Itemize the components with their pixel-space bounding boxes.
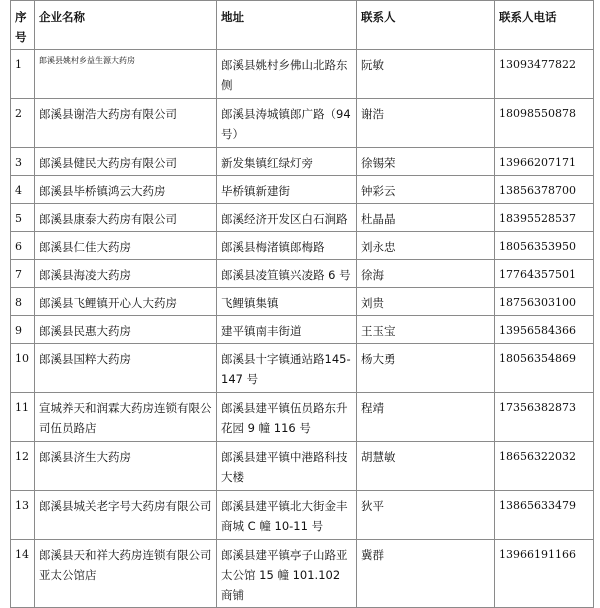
cell-seq: 4 [11,176,35,204]
header-contact: 联系人 [357,1,495,50]
table-row [11,232,594,260]
table-row [11,148,594,176]
cell-address: 郎溪县涛城镇郎广路（94号） [217,99,357,148]
cell-contact: 徐海 [357,260,495,288]
cell-address: 郎溪县姚村乡佛山北路东侧 [217,50,357,99]
cell-contact: 刘贵 [357,288,495,316]
cell-contact: 谢浩 [357,99,495,148]
cell-company: 郎溪县天和祥大药房连锁有限公司亚太公馆店 [35,540,217,608]
header-seq: 序号 [11,1,35,50]
cell-contact: 冀群 [357,540,495,608]
cell-phone: 13093477822 [495,50,594,99]
header-address: 地址 [217,1,357,50]
table-row [11,491,594,540]
cell-address: 建平镇南丰街道 [217,316,357,344]
cell-contact: 杜晶晶 [357,204,495,232]
cell-seq: 9 [11,316,35,344]
table-row [11,316,594,344]
cell-seq: 3 [11,148,35,176]
table-row [11,288,594,316]
table-row [11,393,594,442]
cell-phone: 13966207171 [495,148,594,176]
table-row [11,176,594,204]
cell-contact: 王玉宝 [357,316,495,344]
cell-address: 郎溪县十字镇通站路145-147 号 [217,344,357,393]
table-row [11,442,594,491]
pharmacy-table [10,0,594,608]
cell-address: 郎溪县建平镇北大街金丰商城 C 幢 10-11 号 [217,491,357,540]
cell-seq: 7 [11,260,35,288]
cell-seq: 14 [11,540,35,608]
cell-phone: 13956584366 [495,316,594,344]
cell-contact: 狄平 [357,491,495,540]
cell-phone: 18098550878 [495,99,594,148]
cell-contact: 徐锡荣 [357,148,495,176]
cell-phone: 17356382873 [495,393,594,442]
cell-phone: 13865633479 [495,491,594,540]
cell-seq: 10 [11,344,35,393]
cell-seq: 6 [11,232,35,260]
cell-company: 郎溪县康泰大药房有限公司 [35,204,217,232]
cell-contact: 刘永忠 [357,232,495,260]
cell-contact: 程靖 [357,393,495,442]
cell-address: 郎溪县建平镇伍员路东升花园 9 幢 116 号 [217,393,357,442]
cell-address: 郎溪县建平镇中港路科技大楼 [217,442,357,491]
cell-company: 郎溪县济生大药房 [35,442,217,491]
cell-seq: 8 [11,288,35,316]
cell-company: 郎溪县谢浩大药房有限公司 [35,99,217,148]
table-row [11,540,594,608]
cell-phone: 18056354869 [495,344,594,393]
table-row [11,344,594,393]
cell-company: 宣城养天和润霖大药房连锁有限公司伍员路店 [35,393,217,442]
header-phone: 联系人电话 [495,1,594,50]
table-row [11,99,594,148]
cell-seq: 5 [11,204,35,232]
table-header-row [11,1,594,50]
cell-address: 郎溪经济开发区白石涧路 [217,204,357,232]
cell-seq: 2 [11,99,35,148]
cell-company: 郎溪县民惠大药房 [35,316,217,344]
cell-contact: 钟彩云 [357,176,495,204]
cell-contact: 胡慧敏 [357,442,495,491]
cell-address: 新发集镇红绿灯旁 [217,148,357,176]
cell-company: 郎溪县健民大药房有限公司 [35,148,217,176]
cell-seq: 11 [11,393,35,442]
cell-company: 郎溪县仁佳大药房 [35,232,217,260]
table-row [11,204,594,232]
cell-seq: 1 [11,50,35,99]
cell-address: 飞鲤镇集镇 [217,288,357,316]
cell-phone: 17764357501 [495,260,594,288]
cell-address: 毕桥镇新建街 [217,176,357,204]
cell-phone: 13966191166 [495,540,594,608]
cell-address: 郎溪县梅渚镇郎梅路 [217,232,357,260]
table-row [11,50,594,99]
cell-address: 郎溪县凌笪镇兴凌路 6 号 [217,260,357,288]
cell-address: 郎溪县建平镇亭子山路亚太公馆 15 幢 101.102 商铺 [217,540,357,608]
cell-seq: 13 [11,491,35,540]
cell-company: 郎溪县城关老字号大药房有限公司 [35,491,217,540]
cell-company: 郎溪县飞鲤镇开心人大药房 [35,288,217,316]
table-row [11,260,594,288]
cell-phone: 18395528537 [495,204,594,232]
cell-company: 郎溪县国粹大药房 [35,344,217,393]
cell-phone: 13856378700 [495,176,594,204]
cell-seq: 12 [11,442,35,491]
cell-phone: 18756303100 [495,288,594,316]
cell-phone: 18656322032 [495,442,594,491]
cell-company: 郎溪县毕桥镇鸿云大药房 [35,176,217,204]
cell-contact: 杨大勇 [357,344,495,393]
cell-company: 郎溪县姚村乡益生源大药房 [35,50,217,99]
header-company: 企业名称 [35,1,217,50]
cell-company: 郎溪县海凌大药房 [35,260,217,288]
cell-contact: 阮敏 [357,50,495,99]
cell-phone: 18056353950 [495,232,594,260]
